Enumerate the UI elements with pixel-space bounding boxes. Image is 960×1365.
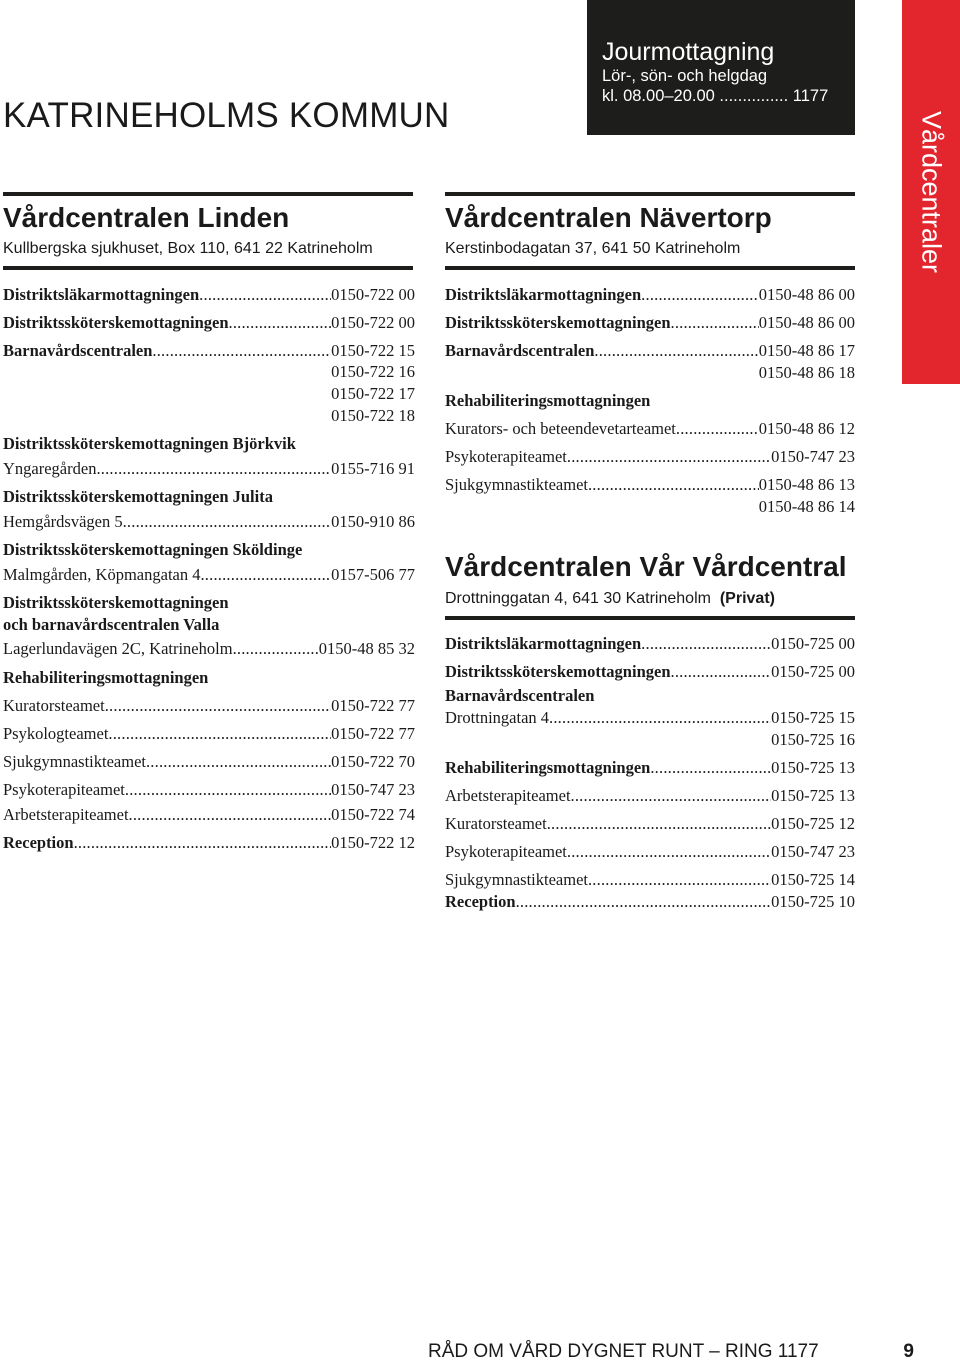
list-item: Kuratorsteamet ..... 0150-722 77	[3, 695, 415, 717]
municipality-name: KATRINEHOLMS KOMMUN	[3, 96, 450, 135]
list-item: Psykoterapiteamet ..... 0150-747 23	[3, 779, 415, 801]
page-number: 9	[903, 1341, 914, 1362]
list-item: Distriktsläkarmottagningen ..... 0150-722 00	[3, 284, 415, 306]
linden-rule-bottom	[3, 266, 413, 270]
jour-days: Lör-, sön- och helgdag	[602, 67, 768, 85]
jour-title: Jourmottagning	[602, 38, 775, 66]
list-item-continued: 0150-722 17	[331, 384, 415, 403]
list-item-continued: 0150-48 86 18	[758, 363, 855, 382]
var-vardcentral-address: Drottninggatan 4, 641 30 Katrineholm (Privat)	[445, 590, 775, 607]
subsection-heading: Distriktssköterskemottagningen Sköldinge	[3, 540, 303, 559]
navertorp-rule-top	[445, 192, 855, 196]
side-tab-vardcentraler[interactable]	[902, 0, 960, 384]
list-item: Distriktsläkarmottagningen ..... 0150-725 00	[445, 633, 855, 655]
subsection-heading: Rehabiliteringsmottagningen	[445, 391, 651, 410]
subsection-heading: Distriktssköterskemottagningen	[3, 593, 229, 612]
list-item: Sjukgymnastikteamet ..... 0150-725 14	[445, 869, 855, 891]
list-item-continued: 0150-48 86 14	[758, 497, 855, 516]
list-item-continued: 0150-722 16	[331, 362, 415, 381]
list-item: Rehabiliteringsmottagningen ..... 0150-725 13	[445, 757, 855, 779]
list-item: Psykologteamet ..... 0150-722 77	[3, 723, 415, 745]
navertorp-rule-bottom	[445, 266, 855, 270]
list-item: Kurators- och beteendevetarteamet ..... 0150-48 86 12	[445, 418, 855, 440]
subsection-heading: Rehabiliteringsmottagningen	[3, 668, 209, 687]
list-item: Sjukgymnastikteamet ..... 0150-48 86 13	[445, 474, 855, 496]
list-item: Distriktssköterskemottagningen ..... 0150-48 86 00	[445, 312, 855, 334]
jourmottagning-box	[587, 0, 855, 135]
jour-hours: kl. 08.00–20.00 ............... 1177	[602, 87, 829, 105]
side-tab-label: Vårdcentraler	[916, 110, 947, 274]
list-item: Distriktssköterskemottagningen ..... 0150-722 00	[3, 312, 415, 334]
list-item: Psykoterapiteamet ..... 0150-747 23	[445, 446, 855, 468]
list-item-continued: 0150-722 18	[331, 406, 415, 425]
list-item: Yngaregården ..... 0155-716 91	[3, 458, 415, 480]
list-item: Distriktssköterskemottagningen ..... 0150-725 00	[445, 661, 855, 683]
list-item: Barnavårdscentralen ..... 0150-48 86 17	[445, 340, 855, 362]
list-item: Malmgården, Köpmangatan 4 ..... 0157-506 77	[3, 564, 415, 586]
list-item: Arbetsterapiteamet ..... 0150-722 74	[3, 804, 415, 826]
private-badge: (Privat)	[719, 590, 775, 607]
page-footer	[428, 1341, 914, 1363]
list-item-continued: 0150-725 16	[771, 730, 855, 749]
linden-address: Kullbergska sjukhuset, Box 110, 641 22 Katrineholm	[3, 240, 373, 257]
list-item: Sjukgymnastikteamet ..... 0150-722 70	[3, 751, 415, 773]
linden-rule-top	[3, 192, 413, 196]
subsection-heading: och barnavårdscentralen Valla	[3, 615, 220, 634]
list-item: Hemgårdsvägen 5 ..... 0150-910 86	[3, 511, 415, 533]
subsection-heading: Barnavårdscentralen	[445, 686, 595, 705]
list-item: Psykoterapiteamet ..... 0150-747 23	[445, 841, 855, 863]
navertorp-address: Kerstinbodagatan 37, 641 50 Katrineholm	[445, 240, 741, 257]
list-item: Arbetsterapiteamet ..... 0150-725 13	[445, 785, 855, 807]
list-item: Drottningatan 4 ..... 0150-725 15	[445, 707, 855, 729]
list-item: Reception ..... 0150-725 10	[445, 891, 855, 913]
list-item: Reception ..... 0150-722 12	[3, 832, 415, 854]
list-item: Barnavårdscentralen ..... 0150-722 15	[3, 340, 415, 362]
footer-text: RÅD OM VÅRD DYGNET RUNT – RING 1177	[428, 1341, 819, 1362]
var-vardcentral-title: Vårdcentralen Vår Vårdcentral	[445, 551, 847, 582]
linden-title: Vårdcentralen Linden	[3, 202, 290, 233]
list-item: Lagerlundavägen 2C, Katrineholm ..... 0150-48 85 32	[3, 638, 415, 660]
list-item: Distriktsläkarmottagningen ..... 0150-48 86 00	[445, 284, 855, 306]
list-item: Kuratorsteamet ..... 0150-725 12	[445, 813, 855, 835]
var-vardcentral-rule	[445, 616, 855, 620]
subsection-heading: Distriktssköterskemottagningen Julita	[3, 487, 273, 506]
navertorp-title: Vårdcentralen Nävertorp	[445, 202, 772, 233]
subsection-heading: Distriktssköterskemottagningen Björkvik	[3, 434, 296, 453]
